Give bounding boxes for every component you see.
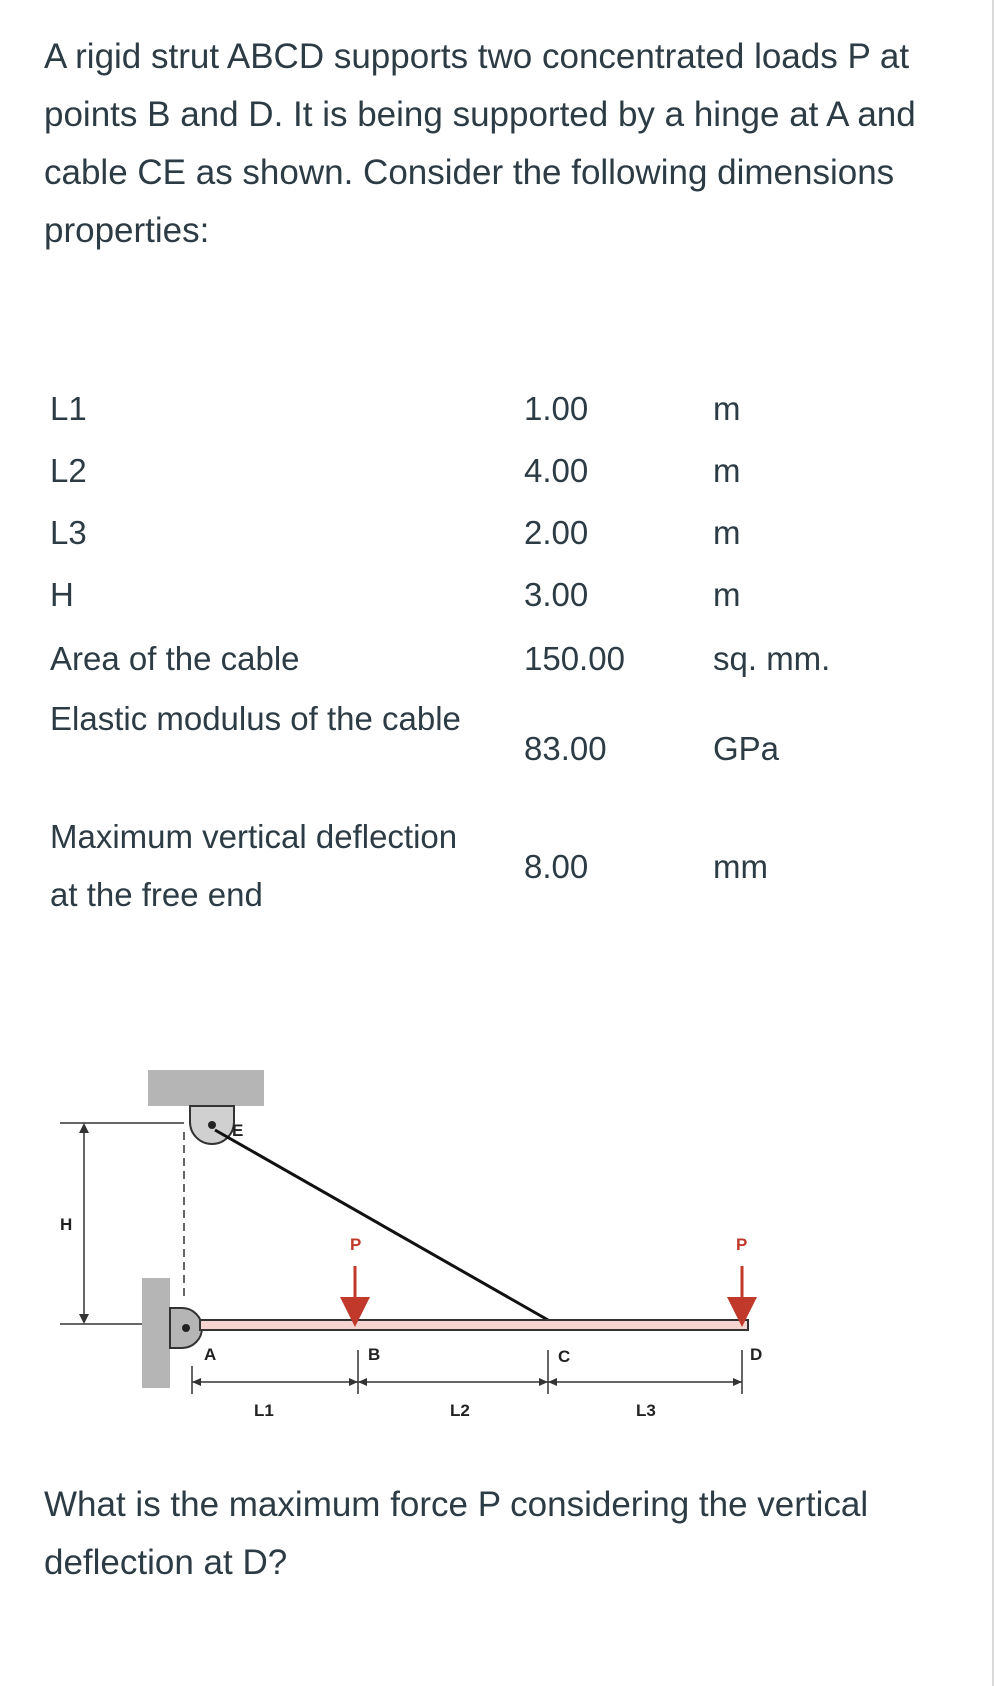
property-unit: mm [713, 848, 768, 885]
problem-intro: A rigid strut ABCD supports two concentrated loads P at points B and D. It is being supported by a hinge at A and cable CE as shown. Consider the following dimensions properties: [44, 37, 916, 250]
property-value: 1.00 [524, 390, 589, 427]
property-unit: m [713, 452, 741, 489]
dimension-label-l2: L2 [450, 1401, 470, 1420]
property-value: 3.00 [524, 576, 589, 613]
property-label: H [50, 576, 74, 613]
cable-ce [215, 1130, 548, 1320]
dimension-arrow [733, 1378, 742, 1386]
dimension-label-l3: L3 [636, 1401, 656, 1420]
dimension-arrow [192, 1378, 201, 1386]
pin-e [208, 1121, 216, 1129]
h-arrow-up [79, 1123, 89, 1133]
dimension-label-l1: L1 [254, 1401, 274, 1420]
h-arrow-down [79, 1314, 89, 1324]
property-label: L2 [50, 452, 87, 489]
dimension-arrow [539, 1378, 548, 1386]
rigid-strut [200, 1320, 748, 1330]
dimension-arrow [349, 1378, 358, 1386]
dimension-arrow [358, 1378, 367, 1386]
problem-question: What is the maximum force P considering the vertical deflection at D? [44, 1485, 869, 1582]
property-label: L1 [50, 390, 87, 427]
property-value: 8.00 [524, 848, 589, 885]
load-label-d: P [736, 1235, 748, 1254]
point-label-b: B [368, 1345, 381, 1364]
property-unit: GPa [713, 730, 780, 767]
property-value: 4.00 [524, 452, 589, 489]
property-value: 2.00 [524, 514, 589, 551]
point-label-a: A [204, 1345, 217, 1364]
property-label: L3 [50, 514, 87, 551]
property-unit: sq. mm. [713, 640, 831, 677]
property-unit: m [713, 390, 741, 427]
property-value: 150.00 [524, 640, 625, 677]
pin-a [182, 1324, 190, 1332]
property-label: Area of the cable [50, 640, 300, 677]
load-label-b: P [350, 1235, 362, 1254]
property-label: Elastic modulus of the cable [50, 700, 461, 737]
point-label-d: D [750, 1345, 763, 1364]
property-label: Maximum vertical deflection at the free end [50, 818, 458, 913]
point-label-c: C [558, 1347, 571, 1366]
dimension-arrow [548, 1378, 557, 1386]
wall-support [142, 1278, 170, 1388]
point-label-e: E [232, 1121, 244, 1140]
property-unit: m [713, 514, 741, 551]
dimension-label-h: H [60, 1215, 73, 1234]
strut-diagram [60, 1070, 850, 1450]
ceiling-support [148, 1070, 264, 1106]
property-unit: m [713, 576, 741, 613]
property-value: 83.00 [524, 730, 607, 767]
page-border [992, 0, 994, 1686]
